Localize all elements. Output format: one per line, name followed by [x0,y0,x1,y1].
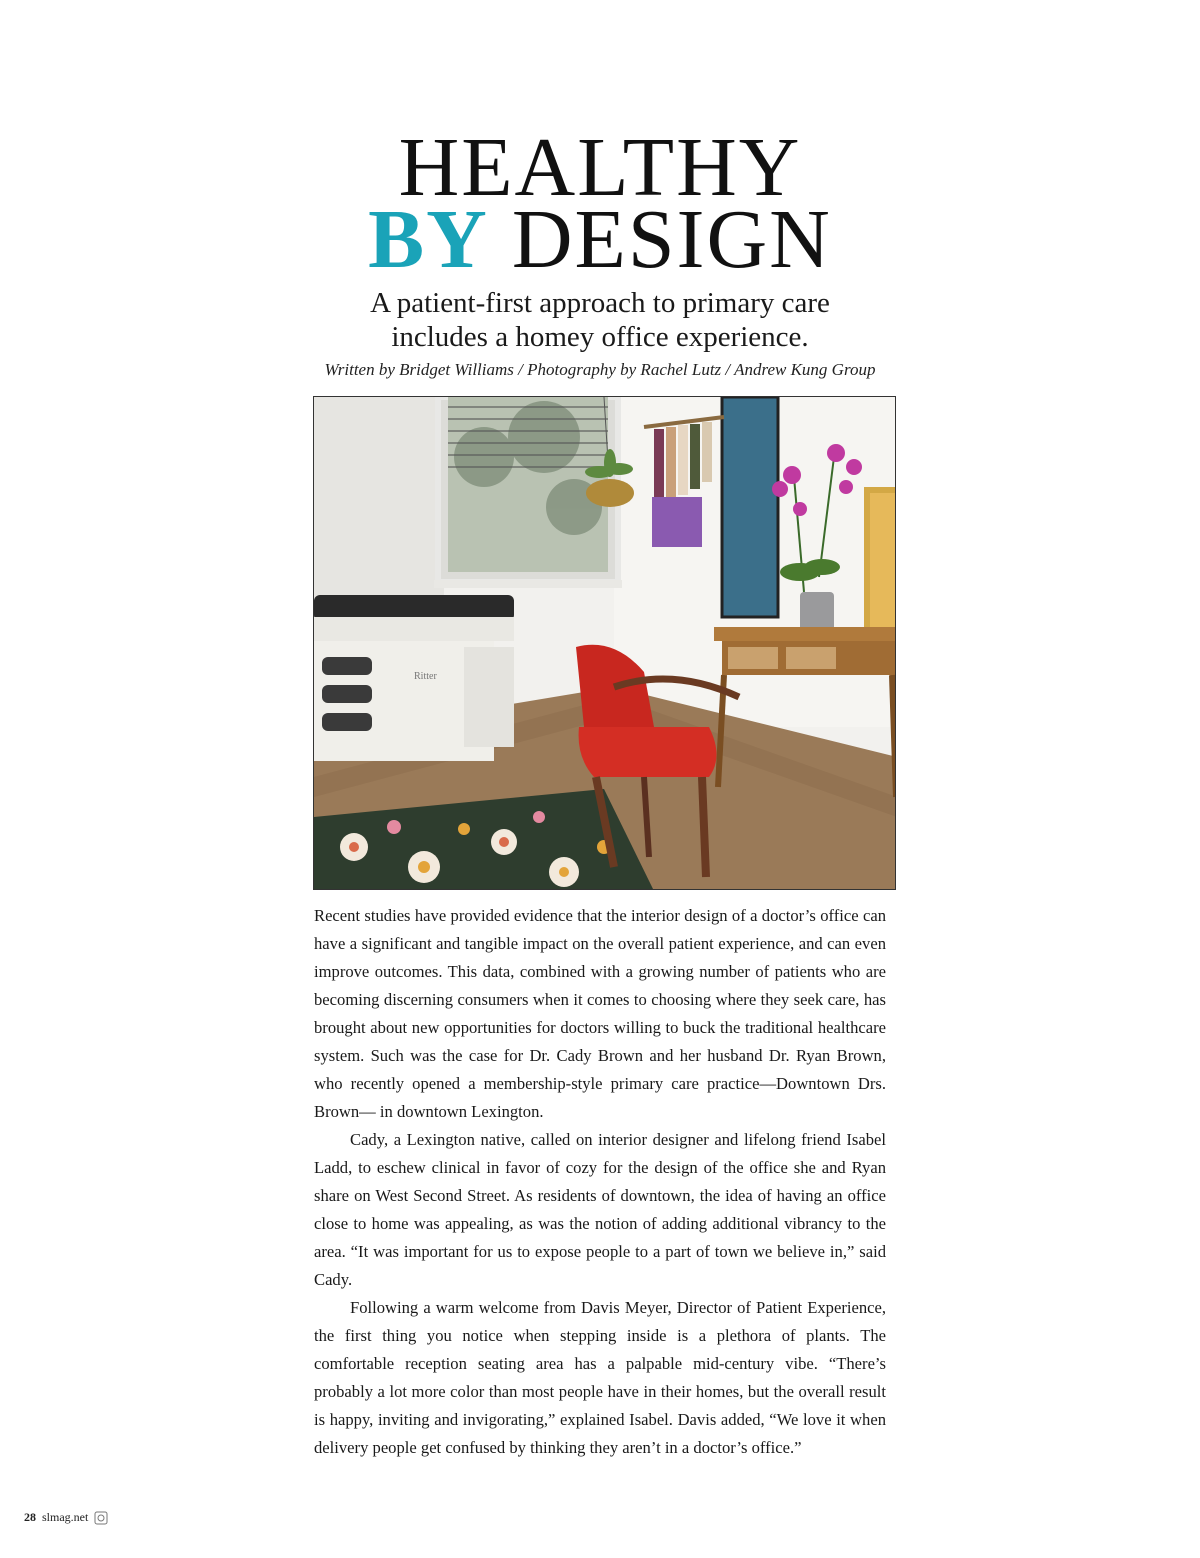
headline-line-1: HEALTHY [398,121,802,214]
dek-line-1: A patient-first approach to primary care [370,287,830,319]
article-body [314,902,886,1462]
page-number: 28 [24,1510,36,1524]
headline-line-2-rest: DESIGN [488,193,832,286]
headline-line-2 [0,193,1200,286]
page-footer [24,1510,108,1525]
body-paragraph: Following a warm welcome from Davis Meyer, Director of Patient Experience, the first thing you notice when stepping inside is a plethora of plants. The comfortable reception seating area has a palpable mid-century vibe. “There’s probably a lot more color than most people have in their homes, but the overall result is happy, inviting and invigorating,” explained Isabel. Davis added, “We love it when delivery people get confused by thinking they aren’t in a doctor’s office.” [314,1298,886,1457]
slmag-logo-icon [94,1511,108,1525]
exam-room-photo [313,396,896,890]
article-dek [0,286,1200,354]
site-name: slmag.net [42,1510,89,1524]
headline-accent-word: BY [368,193,489,286]
body-paragraph: Recent studies have provided evidence that the interior design of a doctor’s office can have a significant and tangible impact on the overall patient experience, and can even improve outcomes. This data, combined with a growing number of patients who are becoming discerning consumers when it comes to choosing where they seek care, has brought about new opportunities for doctors willing to buck the traditional healthcare system. Such was the case for Dr. Cady Brown and her husband Dr. Ryan Brown, who recently opened a membership-style primary care practice—Downtown Drs. Brown— in downtown Lexington. [314,906,886,1121]
body-paragraph: Cady, a Lexington native, called on interior designer and lifelong friend Isabel Ladd, to eschew clinical in favor of cozy for the design of the office she and Ryan share on West Second Street. As residents of downtown, the idea of having an office close to home was appealing, as was the notion of adding additional vibrancy to the area. “It was important for us to expose people to a part of town we believe in,” said Cady. [314,1130,886,1289]
exam-table-brand: Ritter [414,671,437,682]
dek-line-2: includes a homey office experience. [391,321,809,353]
article-byline: Written by Bridget Williams / Photography by Rachel Lutz / Andrew Kung Group [324,360,876,379]
